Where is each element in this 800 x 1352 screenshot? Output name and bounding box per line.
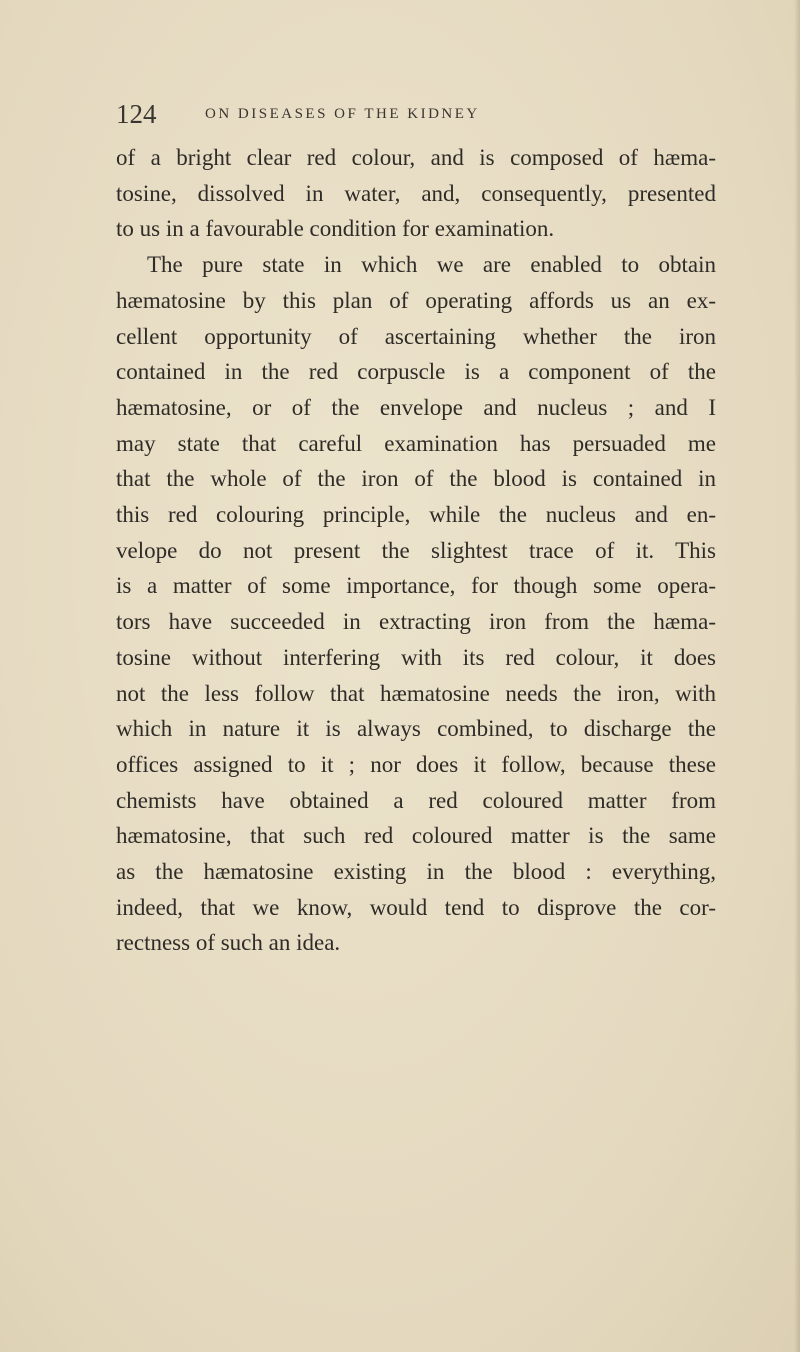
text-line: which in nature it is always combined, to discharge the [116, 716, 716, 742]
text-line: to us in a favourable condition for examination. [116, 216, 555, 242]
text-line: contained in the red corpuscle is a component of the [116, 359, 716, 385]
text-line: not the less follow that hæmatosine needs the iron, with [116, 680, 716, 706]
body-text [116, 140, 716, 961]
text-line: offices assigned to it ; nor does it follow, because these [116, 751, 716, 777]
text-line: The pure state in which we are enabled to obtain [147, 252, 716, 278]
text-line: may state that careful examination has persuaded me [116, 430, 716, 456]
text-line: tors have succeeded in extracting iron from the hæma- [116, 609, 716, 635]
text-line: chemists have obtained a red coloured matter from [116, 787, 716, 813]
text-line: that the whole of the iron of the blood is contained in [116, 466, 716, 492]
text-line: tosine, dissolved in water, and, consequently, presented [116, 180, 716, 206]
text-line: tosine without interfering with its red colour, it does [116, 644, 716, 670]
running-head: ON DISEASES OF THE KIDNEY [205, 106, 480, 122]
text-line: is a matter of some importance, for though some opera- [116, 573, 716, 599]
text-line: cellent opportunity of ascertaining whether the iron [116, 323, 716, 349]
text-line: hæmatosine by this plan of operating affords us an ex- [116, 287, 716, 313]
text-line: rectness of such an idea. [116, 930, 341, 956]
text-line: indeed, that we know, would tend to disprove the cor- [116, 894, 716, 920]
text-line: hæmatosine, or of the envelope and nucleus ; and I [116, 394, 716, 420]
text-line: as the hæmatosine existing in the blood : everything, [116, 859, 716, 885]
text-line: this red colouring principle, while the nucleus and en- [116, 502, 716, 528]
text-line: of a bright clear red colour, and is composed of hæma- [116, 145, 716, 170]
page-header [116, 96, 716, 132]
text-line: hæmatosine, that such red coloured matter is the same [116, 823, 716, 849]
page-number: 124 [116, 99, 157, 129]
page-edge-shadow [794, 0, 800, 1352]
text-line: velope do not present the slightest trace of it. This [116, 537, 716, 563]
